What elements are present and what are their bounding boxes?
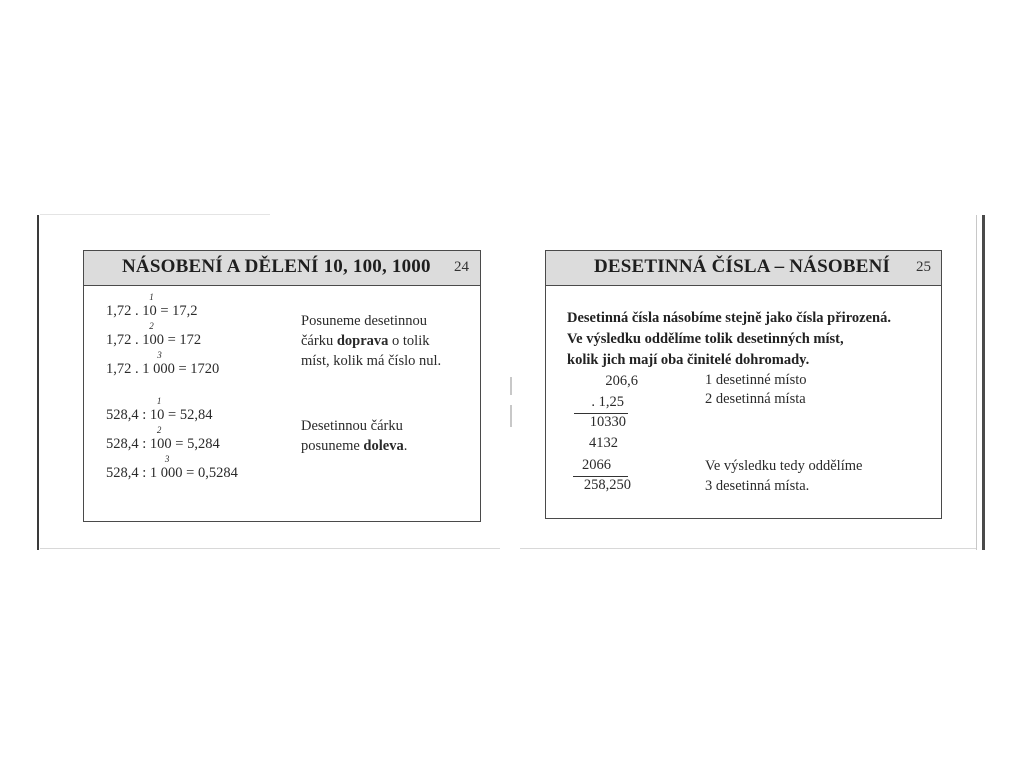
divide-row: 528,4 : 2 100 = 5,284	[106, 425, 220, 452]
multiply-row: 1,72 . 1 10 = 17,2	[106, 292, 198, 319]
left-page-header	[84, 251, 480, 286]
right-page-number: 25	[916, 259, 931, 275]
rule-intro: Desetinná čísla násobíme stejně jako čísla přirozená. Ve výsledku oddělíme tolik desetinných míst, kolik jich mají oba činitelé dohromady.	[567, 310, 891, 368]
divide-note: Desetinnou čárku posuneme doleva.	[301, 418, 408, 454]
calc-factor2: . 1,25	[591, 394, 624, 410]
left-page-title: NÁSOBENÍ A DĚLENÍ 10, 100, 1000	[122, 256, 431, 277]
factor1-note: 1 desetinné místo	[705, 372, 807, 388]
calc-factor1: 206,6	[605, 373, 638, 389]
left-page-panel	[83, 250, 481, 522]
left-page-number: 24	[454, 259, 469, 275]
booklet-right-edge	[982, 215, 985, 550]
factor2-note: 2 desetinná místa	[705, 391, 806, 407]
multiply-note: Posuneme desetinnou čárku doprava o tolik míst, kolik má číslo nul.	[301, 313, 442, 369]
calc-partial: 4132	[589, 435, 618, 451]
gutter-mark	[510, 405, 512, 427]
booklet-bottom-edge	[520, 548, 976, 549]
right-page-panel	[545, 250, 942, 519]
right-page-header	[546, 251, 941, 286]
calc-partial: 10330	[589, 414, 626, 430]
booklet-top-edge	[40, 214, 270, 215]
gutter-mark	[510, 377, 512, 395]
divide-row: 528,4 : 1 10 = 52,84	[106, 396, 213, 423]
booklet-bottom-edge	[40, 548, 500, 549]
booklet-left-edge	[37, 215, 39, 550]
booklet-right-shadow	[976, 215, 977, 550]
multiply-row: 1,72 . 2 100 = 172	[106, 321, 202, 348]
result-note: Ve výsledku tedy oddělíme	[705, 458, 863, 474]
multiply-row: 1,72 . 3 1 000 = 1720	[106, 350, 220, 377]
calc-partial: 2066	[582, 457, 611, 473]
right-page-title: DESETINNÁ ČÍSLA – NÁSOBENÍ	[594, 256, 891, 277]
result-note: 3 desetinná místa.	[705, 478, 810, 494]
calc-result: 258,250	[583, 477, 631, 493]
divide-row: 528,4 : 3 1 000 = 0,5284	[106, 454, 238, 481]
